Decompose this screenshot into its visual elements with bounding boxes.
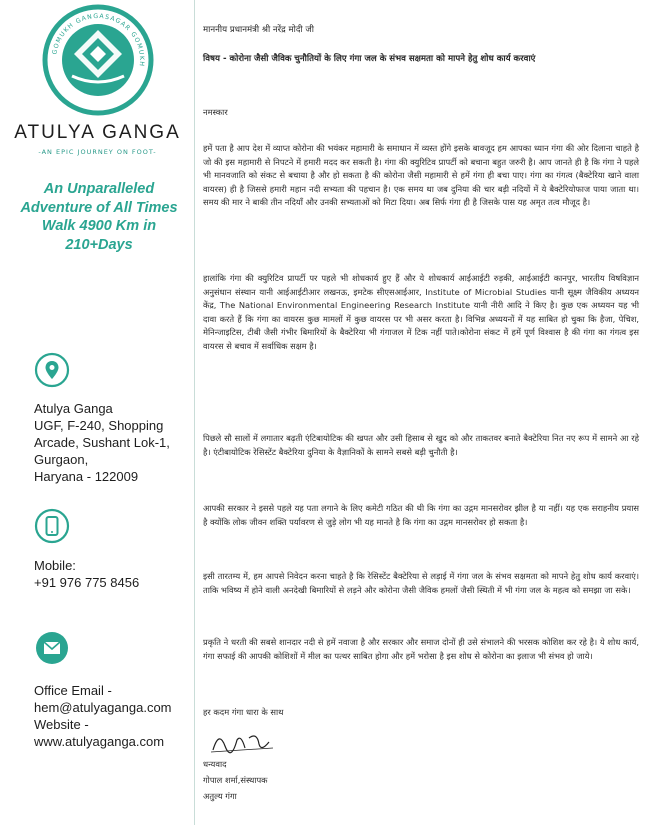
letter-body (203, 0, 643, 825)
atulya-ganga-logo (42, 4, 154, 116)
thanks: धन्यवाद (203, 759, 227, 769)
organization-name: अतुल्य गंगा (203, 791, 237, 801)
paragraph-2: हालांकि गंगा की क्युरिटिव प्रापर्टी पर पहले भी शोधकार्य हुए हैं और ये शोधकार्य आईआईटी रुड़की, आईआईटी कानपुर, भारतीय विषविज्ञान अनुसंधान संस्थान यानी आईआईटीआर लखनऊ, इमटेक सीएसआईआर, Institute of Microbial Studies यानी सूक्ष्म जैविकीय अध्ययन केंद्र, The National Environmental Engineering Research Institute यानी नीरी आदि ने किए है। कुछ एक अध्ययन यह भी दावा करते हैं कि गंगा का वायरस कुछ मामलों में कुछ वायरस पर भी असर करता है। विभिन्न अध्ययनों में यह साबित हो चुका कि हैजा, पेचिश, मेनिन्जाइटिस, टीबी जैसी गंभीर बिमारियों के बैक्टेरिया भी गंगाजल में टिक नहीं पाते।कोरोना संकट में हमें पूर्ण विश्वास है की गंगा का गंगत्व इस वायरस से बचाव में सर्वाधिक सक्षम है। (203, 273, 639, 351)
greeting: नमस्कार (203, 107, 228, 117)
address-line: Arcade, Sushant Lok-1, (34, 435, 170, 450)
website-link[interactable]: www.atulyaganga.com (34, 734, 165, 749)
email-link[interactable]: hem@atulyaganga.com (34, 700, 172, 715)
signature (209, 728, 279, 761)
address-line: Gurgaon, (34, 452, 89, 467)
contact-block (34, 682, 194, 750)
paragraph-1: हमें पता है आप देश में व्याप्त कोरोना की भयंकर महामारी के समाधान में व्यस्त होंगे इसके बावजूद हम आपका ध्यान गंगा की ओर दिलाना चाहते है जो की इस महामारी से निपटने में हमारी मदद कर सकती है। गंगा की क्युरिटिव प्रापर्टी को बचाना बहुत जरुरी है। आप जानते ही है कि गंगा ने पहले भी मानवजाति को संकट से बचाया है और हो सकता है की कोरोना जैसी महामारी से हमें गंगा ही बचा पाए। गंगा का गंगत्व (बैक्टेरिया खाने वाला वायरस) ही है जिससे हमारी महान नदी सभ्यता की पहचान है। एक समय था जब दुनिया की चार बड़ी नदियों में ये बैक्टेरियोफाज पाया जाता था। समय की मार ने बाकी तीन नदियाँ और उनकी सभ्यताओं को मिटा दिया। अब सिर्फ गंगा ही है जिसके पास यह अमृत तत्व मौजूद है। (203, 143, 639, 208)
website-label: Website - (34, 717, 89, 732)
email-label: Office Email - (34, 683, 112, 698)
logo-ring-text: GOMUKH GANGASAGAR GOMUKH (51, 12, 146, 68)
paragraph-5: इसी तारतम्य में, हम आपसे निवेदन करना चाहते है कि रेसिस्टेंट बैक्टेरिया से लड़ाई में गंगा जल के संभव सक्षमता को मापने हेतु शोध कार्य करवाएं। ताकि भविष्य में होने वाली अनदेखी बिमारियों से लड़ने और कोरोना जैसी जैविक हमलों जैसी स्थिती में भी गंगा जल के महत्व को समझा जा सके। (203, 571, 639, 595)
location-pin-icon (34, 352, 70, 392)
paragraph-4: आपकी सरकार ने इससे पहले यह पता लगाने के लिए कमेटी गठित की थी कि गंगा का उद्गम मानसरोवर झील है या नहीं। यह एक सराहनीय प्रयास है क्योंकि लोक जीवन शक्ति पर्यावरण से जुड़े लोग भी यह मानते है कि गंगा का उद्गम मानसरोवर हो सकता है। (203, 503, 639, 527)
brand-subtitle: -AN EPIC JOURNEY ON FOOT- (38, 148, 157, 156)
brand-name: ATULYA GANGA (14, 122, 181, 143)
tagline-line: 210+Days (65, 236, 133, 253)
paragraph-6: प्रकृति ने धरती की सबसे शानदार नदी से हमें नवाजा है और सरकार और समाज दोनों ही उसे संभालने की भरसक कोशिश कर रहे है। ये शोध कार्य, गंगा सफाई की आपकी कोशिशों में मील का पत्थर साबित होगा और हमें भरोसा है इस शोध से कोरोना का इलाज भी संभव हो जाये। (203, 637, 639, 661)
mobile-number[interactable]: +91 976 775 8456 (34, 575, 140, 590)
letterhead-sidebar (0, 0, 195, 825)
tagline (14, 180, 184, 254)
tagline-line: Adventure of All Times (20, 199, 178, 216)
subject-line: विषय - कोरोना जैसी जैविक चुनौतियों के लिए गंगा जल के संभव सक्षमता को मापने हेतु शोध कार्य करवाएं (203, 54, 536, 64)
address-line: Haryana - 122009 (34, 469, 139, 484)
address-line: Atulya Ganga (34, 401, 113, 416)
tagline-line: Walk 4900 Km in (41, 218, 157, 234)
addressee: माननीय प्रधानमंत्री श्री नरेंद्र मोदी जी (203, 25, 314, 35)
address-block (34, 400, 194, 485)
closing-line: हर कदम गंगा धारा के साथ (203, 707, 284, 717)
mobile-phone-icon (34, 508, 70, 548)
signatory: गोपाल शर्मा,संस्थापक (203, 775, 268, 785)
mobile-label: Mobile: (34, 558, 76, 573)
address-line: UGF, F-240, Shopping (34, 418, 164, 433)
envelope-icon (34, 630, 70, 670)
mobile-block (34, 557, 194, 591)
tagline-line: An Unparalleled (43, 181, 155, 197)
paragraph-3: पिछले सौ सालों में लगातार बढ़ती एंटिबायोटिक की खपत और उसी हिसाब से खुद को और ताकतवर बनाते बैक्टेरिया नित नए रूप में सामने आ रहे है। एंटीबायोटिक रेसिस्टेंट बैक्टेरिया दुनिया के वैज्ञानिकों के सामने सबसे बड़ी चुनौती है। (203, 433, 639, 457)
